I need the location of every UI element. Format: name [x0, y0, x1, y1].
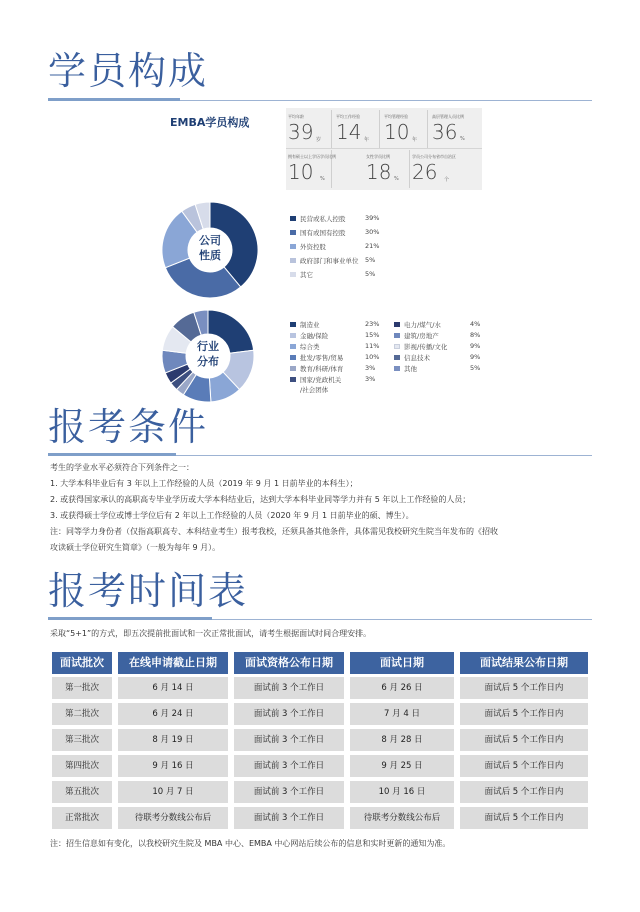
stat-senior-ratio — [430, 110, 476, 148]
table-cell: 6 月 26 日 — [350, 677, 454, 699]
legend-label: 制造业 — [300, 321, 320, 329]
legend-swatch — [290, 344, 296, 349]
condition-item-1: 1. 大学本科毕业后有 3 年以上工作经验的人员（2019 年 9 月 1 日前毕业的本科生）； — [50, 479, 358, 488]
legend-value: 21% — [365, 242, 380, 250]
legend-swatch — [394, 333, 400, 338]
legend-value: 23% — [365, 320, 380, 328]
legend-label: 政府部门和事业单位 — [300, 257, 359, 265]
company-donut-label-line1: 公司 — [199, 234, 221, 247]
stat-label: 拥有硕士以上学历学员比例 — [288, 154, 336, 159]
table-header-result-date: 面试结果公布日期 — [460, 652, 588, 674]
table-header-qualification-date: 面试资格公布日期 — [234, 652, 344, 674]
stat-unit: % — [320, 176, 325, 182]
legend-label: /社会团体 — [300, 386, 329, 394]
legend-swatch — [290, 272, 296, 277]
table-cell: 6 月 14 日 — [118, 677, 228, 699]
stat-mgmt-exp — [382, 110, 428, 148]
legend-label: 批发/零售/贸易 — [300, 354, 344, 362]
schedule-intro: 采取“5+1”的方式，即五次提前批面试和一次正常批面试，请考生根据面试时间合理安排。 — [50, 629, 372, 638]
legend-label: 外资控股 — [300, 243, 326, 251]
stat-value: 36 — [432, 120, 458, 144]
legend-swatch — [394, 322, 400, 327]
legend-label: 民营或私人控股 — [300, 215, 346, 223]
table-cell: 10 月 7 日 — [118, 781, 228, 803]
schedule-title: 报考时间表 — [48, 569, 249, 613]
stat-unit: 年 — [364, 137, 370, 143]
legend-value: 9% — [470, 342, 481, 350]
stats-divider — [286, 148, 482, 149]
conditions-title-rule — [48, 453, 176, 456]
conditions-intro: 考生的学业水平必须符合下列条件之一： — [50, 463, 194, 472]
stat-label: 女性学员比例 — [366, 154, 390, 159]
stat-female-ratio — [364, 150, 410, 188]
emba-label: EMBA学员构成 — [170, 116, 250, 129]
legend-label: 建筑/房地产 — [404, 332, 439, 340]
stat-label: 平均年龄 — [288, 114, 304, 119]
industry-donut-label-line2: 分布 — [197, 354, 219, 368]
legend-swatch — [290, 230, 296, 235]
stat-master-ratio — [286, 150, 336, 188]
table-cell: 9 月 25 日 — [350, 755, 454, 777]
table-cell: 面试后 5 个工作日内 — [460, 677, 588, 699]
stat-value: 39 — [288, 120, 314, 144]
table-cell: 待联考分数线公布后 — [118, 807, 228, 829]
legend-value: 5% — [365, 256, 376, 264]
stat-province-count — [410, 150, 480, 188]
table-cell: 8 月 19 日 — [118, 729, 228, 751]
industry-donut-label — [183, 340, 233, 370]
stat-unit: % — [394, 176, 399, 182]
legend-label: 信息技术 — [404, 354, 430, 362]
company-donut-label — [185, 234, 235, 264]
stat-label: 平均管理经验 — [384, 114, 408, 119]
legend-value: 11% — [365, 342, 380, 350]
legend-swatch — [290, 366, 296, 371]
schedule-title-rule-thin — [212, 619, 592, 620]
table-cell: 第五批次 — [52, 781, 112, 803]
schedule-title-rule — [48, 617, 212, 620]
table-header-interview-date: 面试日期 — [350, 652, 454, 674]
legend-swatch — [394, 344, 400, 349]
table-cell: 面试前 3 个工作日 — [234, 781, 344, 803]
table-cell: 第一批次 — [52, 677, 112, 699]
table-cell: 面试前 3 个工作日 — [234, 677, 344, 699]
table-cell: 第三批次 — [52, 729, 112, 751]
table-cell: 待联考分数线公布后 — [350, 807, 454, 829]
conditions-note-line1: 注：同等学力身份者（仅指高职高专、本科结业考生）报考我校，还须具备其他条件，具体需见我校研究生院当年发布的《招收 — [50, 527, 498, 536]
composition-title-rule-thin — [180, 100, 592, 101]
legend-swatch — [290, 355, 296, 360]
table-cell: 第四批次 — [52, 755, 112, 777]
conditions-title-rule-thin — [176, 455, 592, 456]
legend-value: 3% — [365, 364, 376, 372]
stat-label: 平均工作经验 — [336, 114, 360, 119]
stat-value: 14 — [336, 120, 362, 144]
legend-value: 8% — [470, 331, 481, 339]
table-cell: 正常批次 — [52, 807, 112, 829]
table-cell: 面试前 3 个工作日 — [234, 807, 344, 829]
legend-swatch — [290, 216, 296, 221]
legend-label: 国家/党政机关 — [300, 376, 342, 384]
table-cell: 面试后 5 个工作日内 — [460, 703, 588, 725]
legend-swatch — [290, 258, 296, 263]
industry-donut-label-line1: 行业 — [197, 340, 219, 353]
legend-swatch — [394, 366, 400, 371]
legend-value: 3% — [365, 375, 376, 383]
stat-avg-age — [286, 110, 332, 148]
legend-value: 4% — [470, 320, 481, 328]
legend-label: 其它 — [300, 271, 313, 279]
stats-grid — [286, 108, 482, 190]
table-cell: 面试后 5 个工作日内 — [460, 781, 588, 803]
table-cell: 8 月 28 日 — [350, 729, 454, 751]
legend-value: 15% — [365, 331, 380, 339]
table-header-batch: 面试批次 — [52, 652, 112, 674]
legend-label: 综合类 — [300, 343, 320, 351]
stat-unit: % — [460, 136, 465, 142]
legend-swatch — [290, 244, 296, 249]
legend-label: 教育/科研/体育 — [300, 365, 344, 373]
conditions-title: 报考条件 — [48, 405, 209, 449]
table-cell: 6 月 24 日 — [118, 703, 228, 725]
legend-value: 9% — [470, 353, 481, 361]
table-header-apply-deadline: 在线申请截止日期 — [118, 652, 228, 674]
legend-value: 10% — [365, 353, 380, 361]
table-cell: 面试前 3 个工作日 — [234, 729, 344, 751]
stat-value: 26 — [412, 160, 438, 184]
legend-label: 电力/煤气/水 — [404, 321, 441, 329]
condition-item-3: 3. 或获得硕士学位或博士学位后有 2 年以上工作经验的人员（2020 年 9 月 1 日前毕业的硕、博生）。 — [50, 511, 414, 520]
stat-value: 10 — [384, 120, 410, 144]
table-cell: 第二批次 — [52, 703, 112, 725]
legend-value: 5% — [470, 364, 481, 372]
legend-label: 其他 — [404, 365, 417, 373]
stat-value: 18 — [366, 160, 392, 184]
table-cell: 面试后 5 个工作日内 — [460, 729, 588, 751]
table-cell: 7 月 4 日 — [350, 703, 454, 725]
table-cell: 面试后 5 个工作日内 — [460, 807, 588, 829]
table-cell: 9 月 16 日 — [118, 755, 228, 777]
legend-value: 5% — [365, 270, 376, 278]
legend-label: 金融/保险 — [300, 332, 329, 340]
legend-value: 39% — [365, 214, 380, 222]
composition-title-rule — [48, 98, 180, 101]
stat-unit: 年 — [412, 137, 418, 143]
stat-label: 学员公司分布省市自治区 — [412, 154, 456, 159]
company-donut-label-line2: 性质 — [199, 248, 221, 262]
table-cell: 10 月 16 日 — [350, 781, 454, 803]
composition-title: 学员构成 — [48, 49, 209, 93]
table-cell: 面试前 3 个工作日 — [234, 755, 344, 777]
legend-swatch — [290, 333, 296, 338]
stat-unit: 岁 — [316, 137, 322, 143]
condition-item-2: 2. 或获得国家承认的高职高专毕业学历或大学本科结业后，达到大学本科毕业同等学力并有 5 年以上工作经验的人员； — [50, 495, 471, 504]
stat-value: 10 — [288, 160, 314, 184]
schedule-note: 注：招生信息如有变化，以我校研究生院及 MBA 中心、EMBA 中心网站后续公布的信息和实时更新的通知为准。 — [50, 839, 451, 848]
stat-label: 高层管理人员比例 — [432, 114, 464, 119]
legend-label: 国有或国有控股 — [300, 229, 346, 237]
legend-value: 30% — [365, 228, 380, 236]
stat-unit: 个 — [444, 177, 450, 183]
conditions-note-line2: 攻读硕士学位研究生简章》（一般为每年 9 月）。 — [50, 543, 221, 552]
table-cell: 面试前 3 个工作日 — [234, 703, 344, 725]
legend-swatch — [394, 355, 400, 360]
legend-label: 影视/传播/文化 — [404, 343, 448, 351]
legend-swatch — [290, 322, 296, 327]
stat-work-exp — [334, 110, 380, 148]
table-cell: 面试后 5 个工作日内 — [460, 755, 588, 777]
legend-swatch — [290, 377, 296, 382]
